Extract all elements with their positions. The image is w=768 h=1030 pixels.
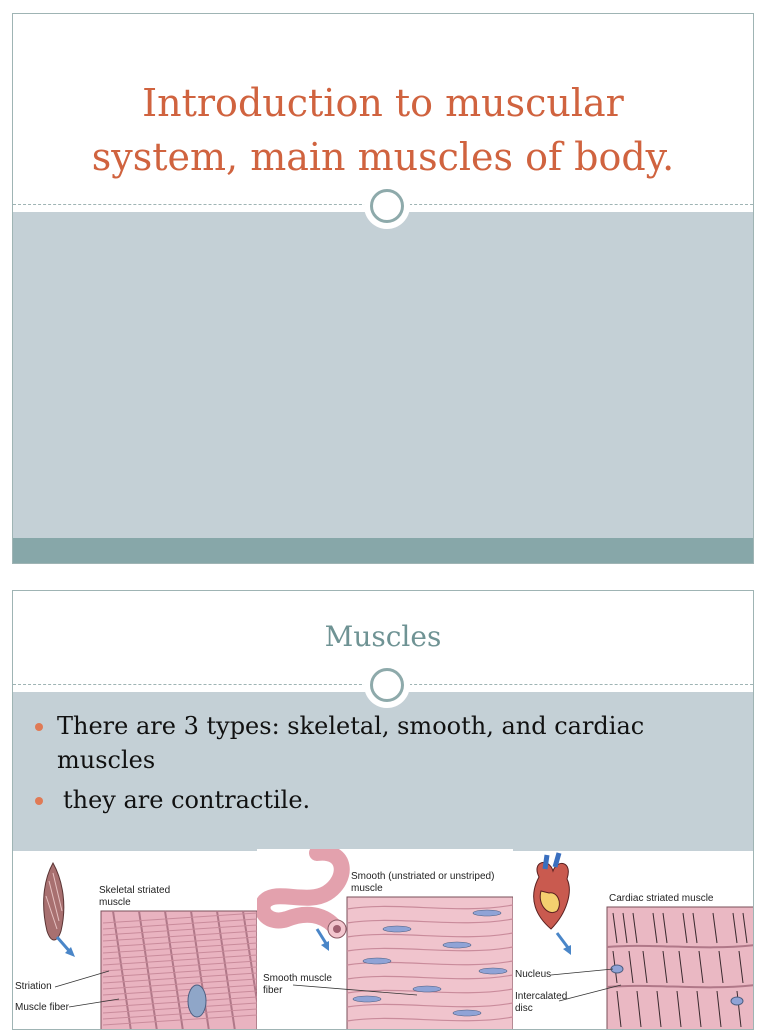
slide-title-line-1: Introduction to muscular bbox=[142, 81, 624, 125]
bullet-text: they are contractile. bbox=[63, 786, 311, 814]
intercalated-disc-label: Intercalated disc bbox=[515, 991, 568, 1014]
slide-title bbox=[13, 76, 753, 184]
content-area bbox=[13, 212, 753, 538]
list-item bbox=[35, 783, 733, 817]
nucleus-label: Nucleus bbox=[515, 969, 552, 980]
divider-circle-icon bbox=[364, 662, 410, 708]
smooth-heading: Smooth (unstriated or unstriped) muscle bbox=[351, 871, 495, 894]
bullet-icon bbox=[35, 797, 43, 805]
title-slide bbox=[12, 13, 754, 564]
slide-title-line-2: system, main muscles of body. bbox=[91, 135, 675, 179]
muscles-slide bbox=[12, 590, 754, 1030]
slide-title: Muscles bbox=[324, 620, 442, 653]
cardiac-muscle-figure bbox=[513, 851, 754, 1030]
footer-bar bbox=[13, 538, 753, 564]
muscle-fiber-label: Muscle fiber bbox=[15, 1002, 69, 1013]
list-item bbox=[35, 709, 733, 777]
bullet-list bbox=[35, 709, 733, 823]
smooth-fiber-label: Smooth muscle fiber bbox=[263, 973, 332, 996]
skeletal-muscle-figure bbox=[13, 851, 257, 1030]
title-area bbox=[13, 14, 753, 210]
smooth-muscle-figure bbox=[257, 849, 513, 1029]
divider-circle-icon bbox=[364, 183, 410, 229]
bullet-text: There are 3 types: skeletal, smooth, and cardiac muscles bbox=[57, 712, 645, 774]
cardiac-heading: Cardiac striated muscle bbox=[609, 893, 714, 904]
skeletal-heading: Skeletal striated muscle bbox=[99, 885, 171, 908]
bullet-icon bbox=[35, 723, 43, 731]
striation-label: Striation bbox=[15, 981, 52, 992]
